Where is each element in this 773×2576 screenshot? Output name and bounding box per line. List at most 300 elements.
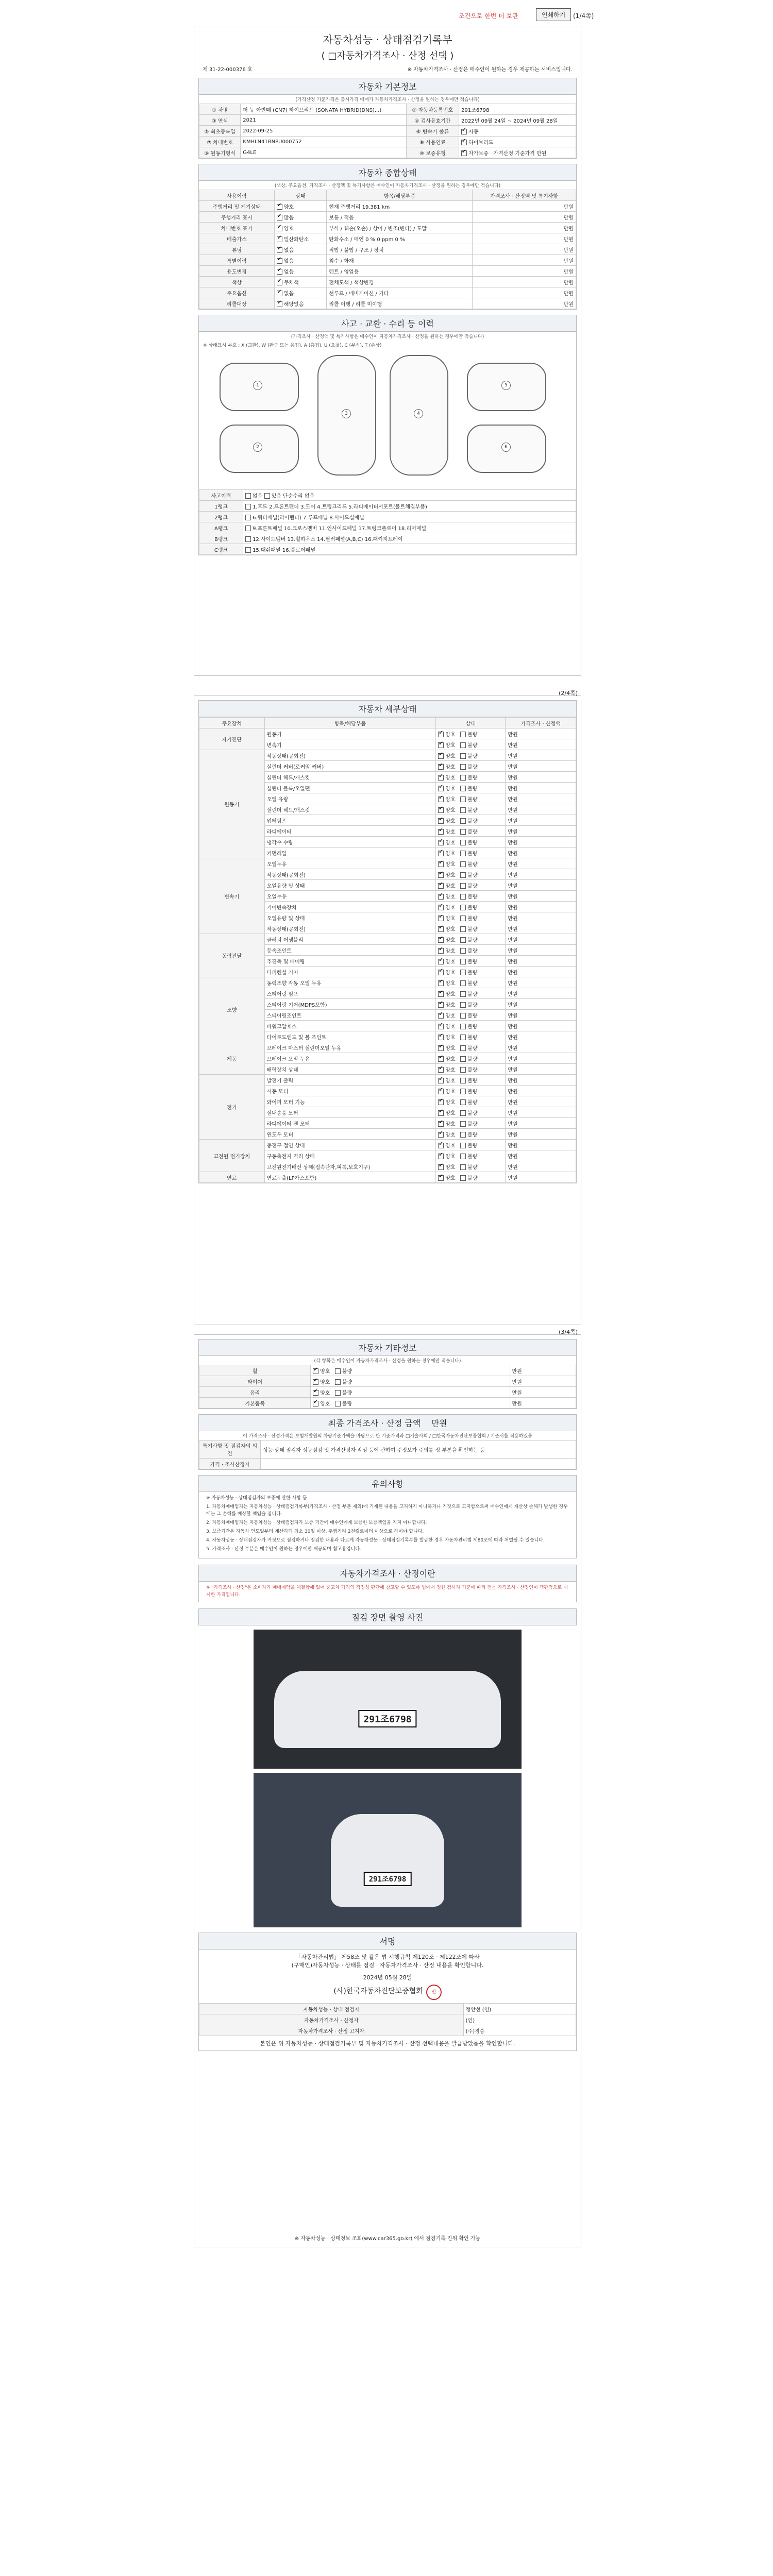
- law-item: 2. 자동차매매업자는 자동차성능 · 상태점검자가 보증 기간에 매수인에게 보증한 보증책임을 지지 아니합니다.: [206, 1520, 427, 1526]
- status-state: ✔ 많음: [274, 212, 327, 223]
- accident-note: (가격조사 · 산정액 및 특기사항은 매수인이 자동차가격조사 · 산정을 원하는 경우에만 적습니다): [291, 334, 484, 340]
- accident-row: [199, 533, 576, 544]
- status-unit: 만원: [473, 223, 576, 233]
- consent-box: [198, 1565, 577, 1603]
- detail-item: 실린더 헤드/개스킷: [264, 772, 436, 783]
- status-detail: 적법 / 불법 / 구조 / 장치: [327, 244, 473, 255]
- sign-org: (사)한국자동차진단보증협회 인: [199, 1985, 576, 2000]
- consent-title: 자동차가격조사 · 산정이란: [199, 1565, 576, 1582]
- detail-state: ✔ 양호 불량: [436, 1075, 506, 1086]
- detail-item: 와이퍼 모터 기능: [264, 1096, 436, 1107]
- detail-state: ✔ 양호 불량: [436, 880, 506, 891]
- law-item: 5. 가격조사 · 산정 부분은 매수인이 원하는 경우에만 제공되며 참고용입니다.: [206, 1546, 361, 1552]
- etc-state: ✔ 양호 불량: [311, 1376, 510, 1387]
- warranty: ✔ 자가보증 가격산정 기준가격 만원: [459, 147, 576, 158]
- status-detail: 렌트 / 영업용: [327, 266, 473, 277]
- fuel: ✔ 하이브리드: [459, 137, 576, 147]
- valid: 2022년 09월 24일 ~ 2024년 09월 28일: [459, 115, 576, 126]
- status-state: ✔ 없음: [274, 287, 327, 298]
- accident-section: [198, 315, 577, 555]
- status-detail: 선루프 / 네비게이션 / 기타: [327, 287, 473, 298]
- detail-state: ✔ 양호 불량: [436, 826, 506, 837]
- detail-unit: 만원: [506, 945, 576, 956]
- status-label: 주행거리 및 계기상태: [199, 201, 275, 212]
- detail-unit: 만원: [506, 1021, 576, 1031]
- valid-label: ④ 검사유효기간: [406, 115, 459, 126]
- detail-title: 자동차 세부상태: [199, 701, 576, 717]
- detail-item: 구동축전지 격리 상태: [264, 1150, 436, 1161]
- detail-item: 실린더 헤드/개스킷: [264, 804, 436, 815]
- detail-unit: 만원: [506, 1140, 576, 1150]
- sign-line1: 「자동차관리법」 제58조 및 같은 법 시행규칙 제120조 · 제122조에 따라: [295, 1954, 480, 1961]
- status-label: 리콜대상: [199, 298, 275, 309]
- detail-state: ✔ 양호 불량: [436, 1107, 506, 1118]
- detail-item: 작동상태(공회전): [264, 923, 436, 934]
- status-label: 튜닝: [199, 244, 275, 255]
- detail-state: ✔ 양호 불량: [436, 1021, 506, 1031]
- trans: ✔ 자동: [459, 126, 576, 137]
- accident-label: B랭크: [199, 533, 243, 544]
- accident-label: C랭크: [199, 544, 243, 555]
- sign-r3v: (주)경승: [463, 2025, 576, 2036]
- detail-item: 시동 모터: [264, 1086, 436, 1096]
- detail-unit: 만원: [506, 1053, 576, 1064]
- opinion-label: 특기사항 및 점검자의 의견: [199, 1440, 261, 1459]
- year-label: ③ 연식: [199, 115, 241, 126]
- detail-item: 워터펌프: [264, 815, 436, 826]
- detail-unit: 만원: [506, 891, 576, 902]
- detail-unit: 만원: [506, 848, 576, 858]
- accident-label: 1랭크: [199, 501, 243, 512]
- accident-row: [199, 544, 576, 555]
- etc-state: ✔ 양호 불량: [311, 1398, 510, 1409]
- detail-unit: 만원: [506, 837, 576, 848]
- detail-state: ✔ 양호 불량: [436, 999, 506, 1010]
- car-name-label: ① 차명: [199, 104, 241, 115]
- detail-item: 변속기: [264, 739, 436, 750]
- status-unit: 만원: [473, 244, 576, 255]
- law-heading: ※ 자동차성능 · 상태점검자의 보증에 관한 사항 등: [206, 1496, 307, 1501]
- detail-item: 라디에이터 팬 모터: [264, 1118, 436, 1129]
- status-detail: 현재 주행거리 19,381 km: [327, 201, 473, 212]
- status-detail: 리콜 이행 / 리콜 미이행: [327, 298, 473, 309]
- detail-item: 실린더 블록/오일팬: [264, 783, 436, 793]
- car-diagram: [214, 352, 561, 486]
- status-unit: 만원: [473, 255, 576, 266]
- detail-item: 브레이크 오일 누유: [264, 1053, 436, 1064]
- print-button[interactable]: 인쇄하기: [536, 8, 571, 21]
- detail-group: 자기진단: [199, 728, 265, 750]
- detail-unit: 만원: [506, 1075, 576, 1086]
- detail-state: ✔ 양호 불량: [436, 967, 506, 977]
- etc-label: 타이어: [199, 1376, 311, 1387]
- marker-4: 4: [414, 409, 423, 418]
- detail-group: 제동: [199, 1042, 265, 1075]
- engine: G4LE: [241, 147, 406, 158]
- accident-value: 1.후드 2.프론트펜더 3.도어 4.트렁크리드 5.라디에이터서포트(볼트체결부품): [243, 501, 576, 512]
- detail-unit: 만원: [506, 967, 576, 977]
- etc-row: [199, 1376, 576, 1387]
- detail-item: 오일 유량: [264, 793, 436, 804]
- detail-unit: 만원: [506, 804, 576, 815]
- detail-col: 주요장치: [199, 718, 265, 728]
- detail-state: ✔ 양호 불량: [436, 1140, 506, 1150]
- etc-label: 유리: [199, 1387, 311, 1398]
- status-row: [199, 298, 576, 309]
- page-number: (1/4쪽): [573, 12, 594, 20]
- etc-title: 자동차 기타정보: [199, 1340, 576, 1356]
- detail-state: ✔ 양호 불량: [436, 1096, 506, 1107]
- detail-row: [199, 858, 576, 869]
- detail-state: ✔ 양호 불량: [436, 1042, 506, 1053]
- status-state: ✔ 해당없음: [274, 298, 327, 309]
- detail-group: 연료: [199, 1172, 265, 1183]
- reg-label: ⑤ 최초등록일: [199, 126, 241, 137]
- car-front-shape: [274, 1671, 501, 1748]
- status-unit: 만원: [473, 298, 576, 309]
- trans-label: ⑥ 변속기 종류: [406, 126, 459, 137]
- etc-note: (각 항목은 매수인이 자동차가격조사 · 산정을 원하는 경우에만 적습니다): [314, 1359, 461, 1364]
- detail-unit: 만원: [506, 999, 576, 1010]
- detail-state: ✔ 양호 불량: [436, 848, 506, 858]
- accident-label: 사고이력: [199, 490, 243, 501]
- detail-unit: 만원: [506, 902, 576, 912]
- status-unit: 만원: [473, 287, 576, 298]
- status-row: [199, 223, 576, 233]
- detail-unit: 만원: [506, 826, 576, 837]
- detail-group: 조향: [199, 977, 265, 1042]
- fuel-label: ⑧ 사용연료: [406, 137, 459, 147]
- page-3: [194, 1329, 581, 2247]
- detail-item: 스티어링 펌프: [264, 988, 436, 999]
- detail-state: ✔ 양호 불량: [436, 1150, 506, 1161]
- marker-1: 1: [253, 381, 262, 390]
- status-col1: 사용이력: [199, 190, 275, 201]
- status-state: ✔ 없음: [274, 244, 327, 255]
- status-row: [199, 233, 576, 244]
- sign-section: [198, 1933, 577, 2051]
- detail-state: ✔ 양호 불량: [436, 837, 506, 848]
- accident-label: 2랭크: [199, 512, 243, 522]
- detail-group: 원동기: [199, 750, 265, 858]
- etc-section: [198, 1339, 577, 1409]
- accident-value: 15.대쉬패널 16.플로어패널: [243, 544, 576, 555]
- status-note: (색상, 주요옵션, 가격조사 · 산정액 및 특기사항은 매수인이 자동차가격조사 · 산정을 원하는 경우에만 적습니다): [274, 183, 501, 189]
- etc-unit: 만원: [510, 1387, 576, 1398]
- detail-unit: 만원: [506, 1107, 576, 1118]
- detail-unit: 만원: [506, 1010, 576, 1021]
- status-state: ✔ 일산화탄소: [274, 233, 327, 244]
- plate-rear: 291조6798: [364, 1872, 412, 1886]
- detail-row: [199, 934, 576, 945]
- page-1: [194, 26, 581, 676]
- status-detail: 탄화수소 / 매연 0 % 0 ppm 0 %: [327, 233, 473, 244]
- etc-row: [199, 1387, 576, 1398]
- detail-state: ✔ 양호 불량: [436, 902, 506, 912]
- detail-item: 실린더 커버(로커암 커버): [264, 761, 436, 772]
- status-col3: 항목/해당부품: [327, 190, 473, 201]
- detail-col: 항목/해당부품: [264, 718, 436, 728]
- status-unit: 만원: [473, 266, 576, 277]
- status-label: 용도변경: [199, 266, 275, 277]
- law-item: 4. 자동차성능 · 상태점검자가 거짓으로 점검하거나 점검한 내용과 다르게 자동차성능 · 상태점검기록부를 발급한 경우 자동차관리법 제80조에 따라 처벌될 수 있습니다.: [206, 1537, 545, 1543]
- detail-state: ✔ 양호 불량: [436, 1172, 506, 1183]
- final-note: 이 가격조사 · 산정가격은 보험개발원의 차량기준가액을 바탕으로 한 기준가격과 □기술사회 / □한국자동차진단보증협회 / 기준서를 적용하였음: [243, 1434, 532, 1439]
- accident-value: 9.프론트패널 10.크로스멤버 11.인사이드패널 17.트렁크플로어 18.리어패널: [243, 522, 576, 533]
- detail-item: 오일누유: [264, 891, 436, 902]
- doc-notice: ※ 자동차가격조사 · 산정은 매수인이 원하는 경우 제공하는 서비스입니다.: [407, 67, 573, 73]
- final-title: 최종 가격조사 · 산정 금액 만원: [199, 1415, 576, 1431]
- status-state: ✔ 양호: [274, 201, 327, 212]
- plate-front: 291조6798: [358, 1710, 416, 1727]
- detail-state: ✔ 양호 불량: [436, 728, 506, 739]
- accident-value: 없음 있음 단순수리 없음: [243, 490, 576, 501]
- detail-item: 타이로드엔드 및 볼 조인트: [264, 1031, 436, 1042]
- detail-state: ✔ 양호 불량: [436, 945, 506, 956]
- etc-unit: 만원: [510, 1398, 576, 1409]
- engine-label: ⑨ 원동기형식: [199, 147, 241, 158]
- detail-state: ✔ 양호 불량: [436, 1161, 506, 1172]
- accident-title: 사고 · 교환 · 수리 등 이력: [199, 315, 576, 332]
- law-notes: [199, 1492, 576, 1558]
- detail-unit: 만원: [506, 1031, 576, 1042]
- accident-value: 12.사이드멤버 13.휠하우스 14.필러패널(A,B,C) 16.패키지트레이: [243, 533, 576, 544]
- detail-unit: 만원: [506, 783, 576, 793]
- detail-item: 추진축 및 베어링: [264, 956, 436, 967]
- detail-unit: 만원: [506, 880, 576, 891]
- marker-6: 6: [501, 443, 511, 452]
- status-detail: 침수 / 화재: [327, 255, 473, 266]
- detail-row: [199, 728, 576, 739]
- detail-row: [199, 1172, 576, 1183]
- detail-item: 스티어링 기어(MDPS포함): [264, 999, 436, 1010]
- detail-state: ✔ 양호 불량: [436, 1031, 506, 1042]
- detail-state: ✔ 양호 불량: [436, 1118, 506, 1129]
- detail-state: ✔ 양호 불량: [436, 891, 506, 902]
- detail-item: 라디에이터: [264, 826, 436, 837]
- vin: KMHLN41BNPU000752: [241, 137, 406, 147]
- footer-note: ※ 자동차성능 · 상태정보 조회(www.car365.go.kr) 에서 점검기록 진위 확인 가능: [294, 2236, 481, 2242]
- detail-state: ✔ 양호 불량: [436, 977, 506, 988]
- detail-item: 등속조인트: [264, 945, 436, 956]
- detail-item: 원동기: [264, 728, 436, 739]
- detail-state: ✔ 양호 불량: [436, 793, 506, 804]
- marker-3: 3: [342, 409, 351, 418]
- warranty-label: ⑩ 보증유형: [406, 147, 459, 158]
- detail-item: 오일유량 및 상태: [264, 912, 436, 923]
- detail-group: 고전원 전기장치: [199, 1140, 265, 1172]
- accident-row: [199, 522, 576, 533]
- detail-item: 배력장치 상태: [264, 1064, 436, 1075]
- detail-state: ✔ 양호 불량: [436, 783, 506, 793]
- detail-unit: 만원: [506, 934, 576, 945]
- detail-state: ✔ 양호 불량: [436, 923, 506, 934]
- detail-group: 전기: [199, 1075, 265, 1140]
- status-unit: 만원: [473, 201, 576, 212]
- detail-state: ✔ 양호 불량: [436, 1129, 506, 1140]
- detail-group: 변속기: [199, 858, 265, 934]
- status-state: ✔ 무채색: [274, 277, 327, 287]
- status-unit: 만원: [473, 277, 576, 287]
- detail-state: ✔ 양호 불량: [436, 815, 506, 826]
- detail-item: 클러치 어셈블리: [264, 934, 436, 945]
- status-row: [199, 212, 576, 223]
- etc-label: 기본품목: [199, 1398, 311, 1409]
- detail-item: 브레이크 마스터 실린더오일 누유: [264, 1042, 436, 1053]
- status-label: 배출가스: [199, 233, 275, 244]
- status-state: ✔ 없음: [274, 255, 327, 266]
- detail-item: 오일유량 및 상태: [264, 880, 436, 891]
- basic-info-section: [198, 78, 577, 159]
- detail-state: ✔ 양호 불량: [436, 804, 506, 815]
- plate-label: ② 자동차등록번호: [406, 104, 459, 115]
- status-label: 주행거리 표시: [199, 212, 275, 223]
- status-label: 특별이력: [199, 255, 275, 266]
- reg: 2022-09-25: [241, 126, 406, 137]
- marker-5: 5: [501, 381, 511, 390]
- sign-r2: 자동차가격조사 · 산정자: [199, 2014, 464, 2025]
- law-item: 3. 보증기간은 자동차 인도일부터 계산하되 최소 30일 이상, 주행거리 2천킬로미터 이상으로 하여야 합니다.: [206, 1529, 424, 1534]
- detail-item: 동력조향 작동 오일 누유: [264, 977, 436, 988]
- status-row: [199, 201, 576, 212]
- detail-item: 고전원전기배선 상태(접속단자,피복,보호기구): [264, 1161, 436, 1172]
- accident-value: 6.쿼터패널(리어펜더) 7.루프패널 8.사이드실패널: [243, 512, 576, 522]
- detail-unit: 만원: [506, 988, 576, 999]
- detail-item: 작동상태(공회전): [264, 750, 436, 761]
- plate: 291조6798: [459, 104, 576, 115]
- detail-unit: 만원: [506, 858, 576, 869]
- car-rear-shape: [331, 1814, 444, 1907]
- sign-r1v: 정안선 (인): [463, 2004, 576, 2014]
- detail-item: 충전구 절연 상태: [264, 1140, 436, 1150]
- etc-unit: 만원: [510, 1376, 576, 1387]
- detail-state: ✔ 양호 불량: [436, 750, 506, 761]
- status-label: 색상: [199, 277, 275, 287]
- detail-unit: 만원: [506, 869, 576, 880]
- accident-label: A랭크: [199, 522, 243, 533]
- status-detail: 전체도색 / 색상변경: [327, 277, 473, 287]
- detail-unit: 만원: [506, 739, 576, 750]
- status-unit: 만원: [473, 233, 576, 244]
- detail-state: ✔ 양호 불량: [436, 1064, 506, 1075]
- etc-row: [199, 1398, 576, 1409]
- detail-state: ✔ 양호 불량: [436, 1086, 506, 1096]
- status-row: [199, 266, 576, 277]
- sign-r1: 자동차성능 · 상태 점검자: [199, 2004, 464, 2014]
- price-label: 가격 · 조사산정자: [199, 1459, 261, 1469]
- detail-item: 연료누출(LP가스포함): [264, 1172, 436, 1183]
- basic-info-title: 자동차 기본정보: [199, 78, 576, 95]
- car-name: 더 뉴 아반떼 (CN7) 하이브리드 (SONATA HYBRID(DNS)...): [241, 104, 406, 115]
- detail-unit: 만원: [506, 923, 576, 934]
- etc-label: 휠: [199, 1365, 311, 1376]
- status-title: 자동차 종합상태: [199, 164, 576, 181]
- sign-title: 서명: [199, 1933, 576, 1950]
- detail-col: 가격조사 · 산정액: [506, 718, 576, 728]
- detail-item: 파워고압호스: [264, 1021, 436, 1031]
- status-detail: 부식 / 훼손(오손) / 상이 / 변조(변타) / 도말: [327, 223, 473, 233]
- notice-text: 조건으로 한번 더 보관: [459, 12, 518, 20]
- detail-item: 오일누유: [264, 858, 436, 869]
- detail-row: [199, 1140, 576, 1150]
- law-section: [198, 1475, 577, 1558]
- etc-state: ✔ 양호 불량: [311, 1387, 510, 1398]
- detail-row: [199, 1075, 576, 1086]
- photos-title: 점검 장면 촬영 사진: [198, 1608, 577, 1625]
- detail-group: 동력전달: [199, 934, 265, 977]
- consent-text: ※ "가격조사 · 산정"은 소비자가 매매계약을 체결함에 있어 중고차 가격의 적정성 판단에 참고할 수 있도록 법에서 정한 검사자 기준에 따라 전문 가격조사 · 산정인이 객관적으로 제시한 가격입니다.: [206, 1585, 568, 1598]
- status-col2: 상태: [274, 190, 327, 201]
- accident-row: [199, 501, 576, 512]
- detail-item: 윈도우 모터: [264, 1129, 436, 1140]
- page-2: [194, 690, 581, 1325]
- detail-unit: 만원: [506, 728, 576, 739]
- accident-row: [199, 490, 576, 501]
- detail-unit: 만원: [506, 1172, 576, 1183]
- detail-item: 커먼레일: [264, 848, 436, 858]
- doc-subtitle: ( □자동차가격조사 · 산정 선택 ): [321, 50, 454, 61]
- detail-unit: 만원: [506, 772, 576, 783]
- detail-section: [198, 700, 577, 1183]
- detail-state: ✔ 양호 불량: [436, 1053, 506, 1064]
- basic-info-note: (가격산정 기준가격은 출시가격 매매가 자동차가격조사 · 산정을 원하는 경우에만 적습니다): [295, 97, 480, 103]
- detail-item: 냉각수 수량: [264, 837, 436, 848]
- etc-state: ✔ 양호 불량: [311, 1365, 510, 1376]
- status-unit: 만원: [473, 212, 576, 223]
- status-detail: 보통 / 적음: [327, 212, 473, 223]
- opinion: 성능·상태 점검자 성능점검 및 가격산정자 작성 등에 관하여 주정보가 주의를 정 부분을 확인하는 등: [261, 1440, 576, 1459]
- status-row: [199, 277, 576, 287]
- detail-unit: 만원: [506, 1161, 576, 1172]
- detail-unit: 만원: [506, 1129, 576, 1140]
- status-section: [198, 164, 577, 310]
- final-section: [198, 1414, 577, 1470]
- detail-item: 작동상태(공회전): [264, 869, 436, 880]
- detail-unit: 만원: [506, 793, 576, 804]
- etc-unit: 만원: [510, 1365, 576, 1376]
- detail-item: 실내송풍 모터: [264, 1107, 436, 1118]
- detail-state: ✔ 양호 불량: [436, 956, 506, 967]
- marker-2: 2: [253, 443, 262, 452]
- detail-unit: 만원: [506, 977, 576, 988]
- detail-row: [199, 1042, 576, 1053]
- detail-item: 기어변속장치: [264, 902, 436, 912]
- status-label: 차대번호 표기: [199, 223, 275, 233]
- detail-state: ✔ 양호 불량: [436, 912, 506, 923]
- detail-row: [199, 977, 576, 988]
- detail-item: 디퍼렌셜 기어: [264, 967, 436, 977]
- detail-item: 발전기 출력: [264, 1075, 436, 1086]
- detail-state: ✔ 양호 불량: [436, 772, 506, 783]
- detail-state: ✔ 양호 불량: [436, 1010, 506, 1021]
- status-state: ✔ 양호: [274, 223, 327, 233]
- law-title: 유의사항: [199, 1476, 576, 1492]
- detail-unit: 만원: [506, 1064, 576, 1075]
- sign-date: 2024년 05월 28일: [363, 1974, 412, 1981]
- detail-unit: 만원: [506, 1118, 576, 1129]
- detail-unit: 만원: [506, 1150, 576, 1161]
- status-row: [199, 255, 576, 266]
- detail-state: ✔ 양호 불량: [436, 761, 506, 772]
- detail-unit: 만원: [506, 1086, 576, 1096]
- etc-row: [199, 1365, 576, 1376]
- year: 2021: [241, 115, 406, 126]
- status-state: ✔ 없음: [274, 266, 327, 277]
- page-3-number: (3/4쪽): [559, 1329, 578, 1335]
- detail-state: ✔ 양호 불량: [436, 934, 506, 945]
- status-label: 주요옵션: [199, 287, 275, 298]
- detail-state: ✔ 양호 불량: [436, 869, 506, 880]
